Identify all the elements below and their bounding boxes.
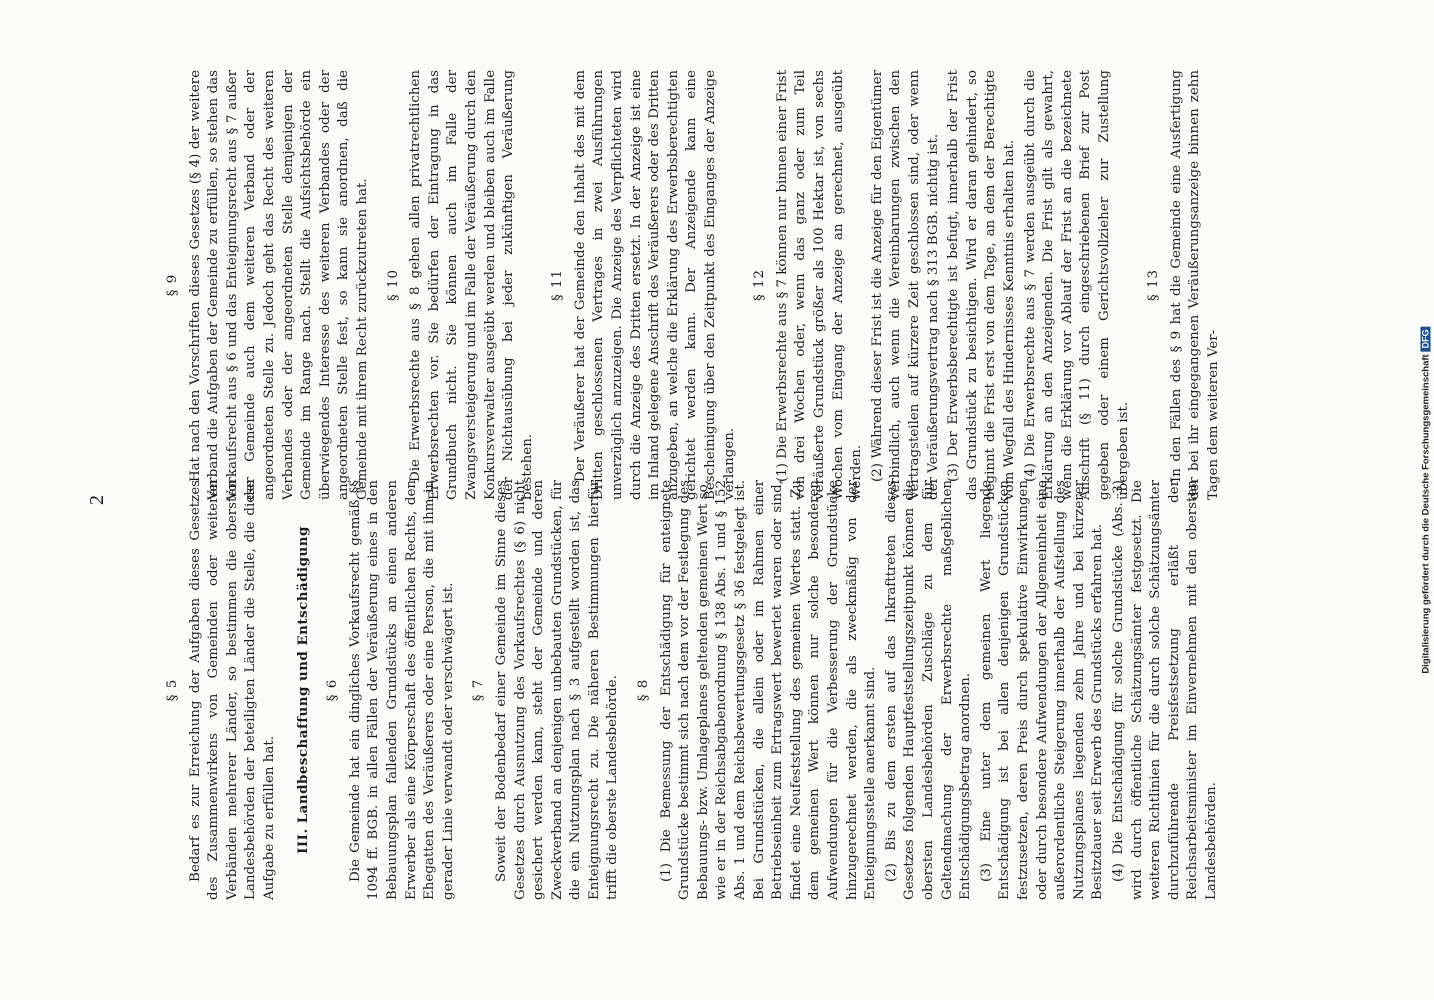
section-heading: § 10 <box>385 269 401 301</box>
body-paragraph: Die Erwerbsrechte aus § 8 gehen allen privatrechtlichen Erwerbsrechten vor. Sie bedürfen der Eintragung in das Grundbuch nicht. Sie können auch im Falle der Zwangsversteigerung und im Falle der Veräußerung durch den Konkursverwalter ausgeübt werden und bleiben auch im Falle der Nichtausübung bei jeder zukünftigen Veräußerung bestehen. <box>408 70 535 500</box>
dfg-attribution-text: Digitalisierung gefördert durch die Deutsche Forschungsgemeinschaft <box>1420 354 1432 674</box>
dfg-logo-badge: DFG <box>1421 326 1431 351</box>
body-paragraph: (2) Bis zu dem ersten auf das Inkrafttreten dieses Gesetzes folgenden Hauptfeststellungszeitpunkt können die obersten Landesbehörden Zuschläge zu dem für Geltendmachung der Erwerbsrechte maßgeblichen Entschädigungsbetrag anordnen. <box>883 480 974 900</box>
body-paragraph: Hat nach den Vorschriften dieses Gesetzes (§ 4) der weitere Verband die Aufgaben der Gemeinde zu erfüllen, so stehen das Vorkaufsrecht aus § 6 und das Enteignungsrecht aus § 7 außer der Gemeinde auch dem weiteren Verband oder der angeordneten Stelle zu. Jedoch geht das Recht des weiteren Verbandes oder der angeordneten Stelle demjenigen der Gemeinde im Range nach. Stellt die Aufsichtsbehörde ein überwiegendes Interesse des weiteren Verbandes oder der angeordneten Stelle fest, so kann sie anordnen, daß die Gemeinde mit ihrem Recht zurückzutreten hat. <box>187 70 370 500</box>
body-paragraph: Die Gemeinde hat ein dingliches Vorkaufsrecht gemäß §§ 1094 ff. BGB. in allen Fällen der Veräußerung eines in den Bebauungsplan fallenden Grundstücks an einen anderen Erwerber als eine Körperschaft des öffentlichen Rechts, den Ehegatten des Veräußerers oder eine Person, die mit ihm in gerader Linie verwandt oder verschwägert ist. <box>347 480 456 900</box>
body-paragraph: (2) Während dieser Frist ist die Anzeige für den Eigentümer verbindlich, auch wenn die Vereinbarungen zwischen den Vertragsteilen auf kürzere Zeit geschlossen sind, oder wenn der Veräußerungsvertrag nach § 313 BGB. nichtig ist. <box>869 70 941 500</box>
section-heading: § 13 <box>1146 269 1162 301</box>
section-heading: § 5 <box>165 678 180 702</box>
body-paragraph: Soweit der Bodenbedarf einer Gemeinde im Sinne dieses Gesetzes durch Ausnutzung des Vorkaufsrechtes (§ 6) nicht gesichert werden kann, steht der Gemeinde und deren Zweckverband an denjenigen unbebauten Grundstücken, für die ein Nutzungsplan nach § 3 aufgestellt worden ist, das Enteignungsrecht zu. Die näheren Bestimmungen hierfür trifft die oberste Landesbehörde. <box>493 480 621 900</box>
section-heading: § 8 <box>636 678 652 702</box>
body-paragraph: (1) Die Erwerbsrechte aus § 7 können nur binnen einer Frist von drei Wochen oder, wenn das ganz oder zum Teil veräußerte Grundstück größer als 100 Hektar ist, von sechs Wochen vom Eingang der Anzeige an gerechnet, ausgeübt werden. <box>774 70 865 500</box>
body-paragraph: Der Veräußerer hat der Gemeinde den Inhalt des mit dem Dritten geschlossenen Vertrages in zwei Ausführungen unverzüglich anzuzeigen. Die Anzeige des Verpflichteten wird durch die Anzeige des Dritten ersetzt. In der Anzeige ist eine im Inland gelegene Anschrift des Veräußerers oder des Dritten anzugeben, an welche die Erklärung des Erwerbsberechtigten gerichtet werden kann. Der Anzeigende kann eine Bescheinigung über den Zeitpunkt des Einganges der Anzeige verlangen. <box>572 70 737 500</box>
chapter-heading: III. Landbeschaffung und Entschädigung <box>294 526 311 854</box>
body-paragraph: Bedarf es zur Erreichung der Aufgaben dieses Gesetzes des Zusammenwirkens von Gemeinden oder weiteren Verbänden mehrerer Länder, so bestimmen die obersten Landesbehörden der beteiligten Länder die Stelle, die diese Aufgabe zu erfüllen hat. <box>187 480 277 900</box>
right-text-column <box>152 70 1292 500</box>
body-paragraph: In den Fällen des § 9 hat die Gemeinde eine Ausfertigung der bei ihr eingegangenen Veräußerungsanzeige binnen zehn Tagen dem weiteren Ver- <box>1168 70 1221 500</box>
body-paragraph: (1) Die Bemessung der Entschädigung für enteignete Grundstücke bestimmt sich nach dem vor der Festlegung des Bebauungs- bzw. Umlageplanes geltenden gemeinen Wert so, wie er in der Reichsabgabenordnung § 138 Abs. 1 und § 152 Abs. 1 und dem Reichsbewertungsgesetz § 36 festgelegt ist. Bei Grundstücken, die allein oder im Rahmen einer Betriebseinheit zum Ertragswert bewertet waren oder sind, findet eine Neufeststellung des gemeinen Wertes statt. Zu dem gemeinen Wert können nur solche besonderen Aufwendungen für die Verbesserung der Grundstücke hinzugerechnet werden, die als zweckmäßig von der Enteignungsstelle anerkannt sind. <box>658 480 879 900</box>
section-heading: § 12 <box>752 269 768 301</box>
body-paragraph: (3) Der Erwerbsberechtigte ist befugt, innerhalb der Frist das Grundstück zu besichtigen. Wird er daran gehindert, so beginnt die Frist erst von dem Tage, an dem der Berechtigte vom Wegfall des Hindernisses Kenntnis erhalten hat. <box>946 70 1017 500</box>
section-heading: § 9 <box>165 273 180 297</box>
section-heading: § 6 <box>325 678 341 702</box>
left-text-column <box>152 480 1292 900</box>
section-heading: § 11 <box>550 269 566 301</box>
section-heading: § 7 <box>471 678 487 702</box>
body-paragraph: (4) Die Entschädigung für solche Grundstücke (Abs. 3) wird durch öffentliche Schätzungsämter festgesetzt. Die weiteren Richtlinien für die durch solche Schätzungsämter durchzuführende Preisfestsetzung erläßt der Reichsarbeitsminister im Einvernehmen mit den obersten Landesbehörden. <box>1110 480 1219 900</box>
dfg-attribution <box>1421 326 1432 673</box>
page-number: 2 <box>86 495 108 505</box>
body-paragraph: (3) Eine unter dem gemeinen Wert liegende Entschädigung ist bei allen denjenigen Grundstücken festzusetzen, deren Preis durch spekulative Einwirkungen oder durch besondere Aufwendungen der Allgemeinheit eine außerordentliche Steigerung innerhalb der Aufstellung des Nutzungsplanes liegenden zehn Jahre und bei kürzerer Besitzdauer seit Erwerb des Grundstücks erfahren hat. <box>978 480 1106 900</box>
body-paragraph: (4) Die Erwerbsrechte aus § 7 werden ausgeübt durch die Erklärung an den Anzeigenden. Die Frist gilt als gewahrt, wenn die Erklärung vor Ablauf der Frist an die bezeichnete Anschrift (§ 11) durch eingeschriebenen Brief zur Post gegeben oder einem Gerichtsvollzieher zur Zustellung übergeben ist. <box>1022 70 1131 500</box>
